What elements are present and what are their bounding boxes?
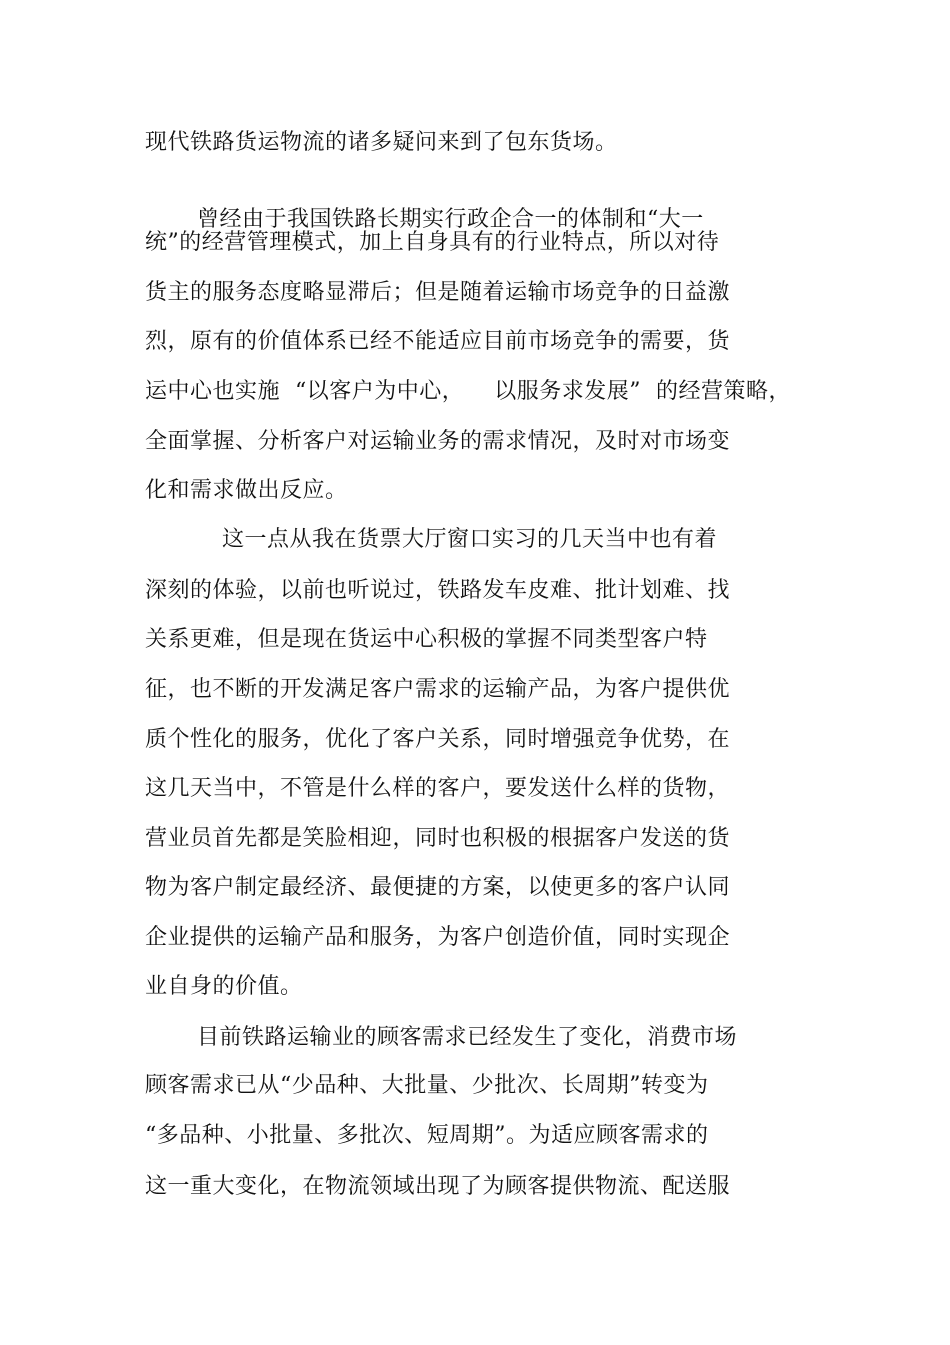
text-line: 关系更难，但是现在货运中心积极的掌握不同类型客户特	[145, 627, 708, 652]
text-line: “多品种、小批量、多批次、短周期”。为适应顾客需求的	[145, 1123, 709, 1148]
text-line: 企业提供的运输产品和服务，为客户创造价值，同时实现企	[145, 925, 731, 950]
text-line: 物为客户制定最经济、最便捷的方案，以使更多的客户认同	[145, 875, 731, 900]
text-line: 顾客需求已从“少品种、大批量、少批次、长周期”转变为	[145, 1073, 709, 1098]
text-line: 这一重大变化，在物流领域出现了为顾客提供物流、配送服	[145, 1174, 731, 1199]
text-line: 质个性化的服务，优化了客户关系，同时增强竞争优势，在	[145, 727, 731, 752]
text-line: 现代铁路货运物流的诸多疑问来到了包东货场。	[145, 130, 618, 155]
text-line: 征，也不断的开发满足客户需求的运输产品，为客户提供优	[145, 677, 731, 702]
text-line: 化和需求做出反应。	[145, 478, 348, 503]
text-line: 目前铁路运输业的顾客需求已经发生了变化，消费市场	[197, 1025, 738, 1050]
text-line: 货主的服务态度略显滞后；但是随着运输市场竞争的日益激	[145, 280, 731, 305]
text-line: 营业员首先都是笑脸相迎，同时也积极的根据客户发送的货	[145, 826, 731, 851]
text-line: 业自身的价值。	[145, 974, 303, 999]
text-line: 全面掌握、分析客户对运输业务的需求情况，及时对市场变	[145, 429, 731, 454]
text-line: 运中心也实施 “以客户为中心， 以服务求发展” 的经营策略，	[145, 379, 791, 404]
text-line: 这几天当中，不管是什么样的客户，要发送什么样的货物，	[145, 776, 731, 801]
text-line: 统”的经营管理模式，加上自身具有的行业特点，所以对待	[145, 230, 720, 255]
text-line: 曾经由于我国铁路长期实行政企合一的体制和“大一	[197, 207, 704, 232]
text-line: 深刻的体验，以前也听说过，铁路发车皮难、批计划难、找	[145, 578, 731, 603]
text-line: 烈，原有的价值体系已经不能适应目前市场竞争的需要，货	[145, 329, 731, 354]
text-line: 这一点从我在货票大厅窗口实习的几天当中也有着	[222, 527, 718, 552]
